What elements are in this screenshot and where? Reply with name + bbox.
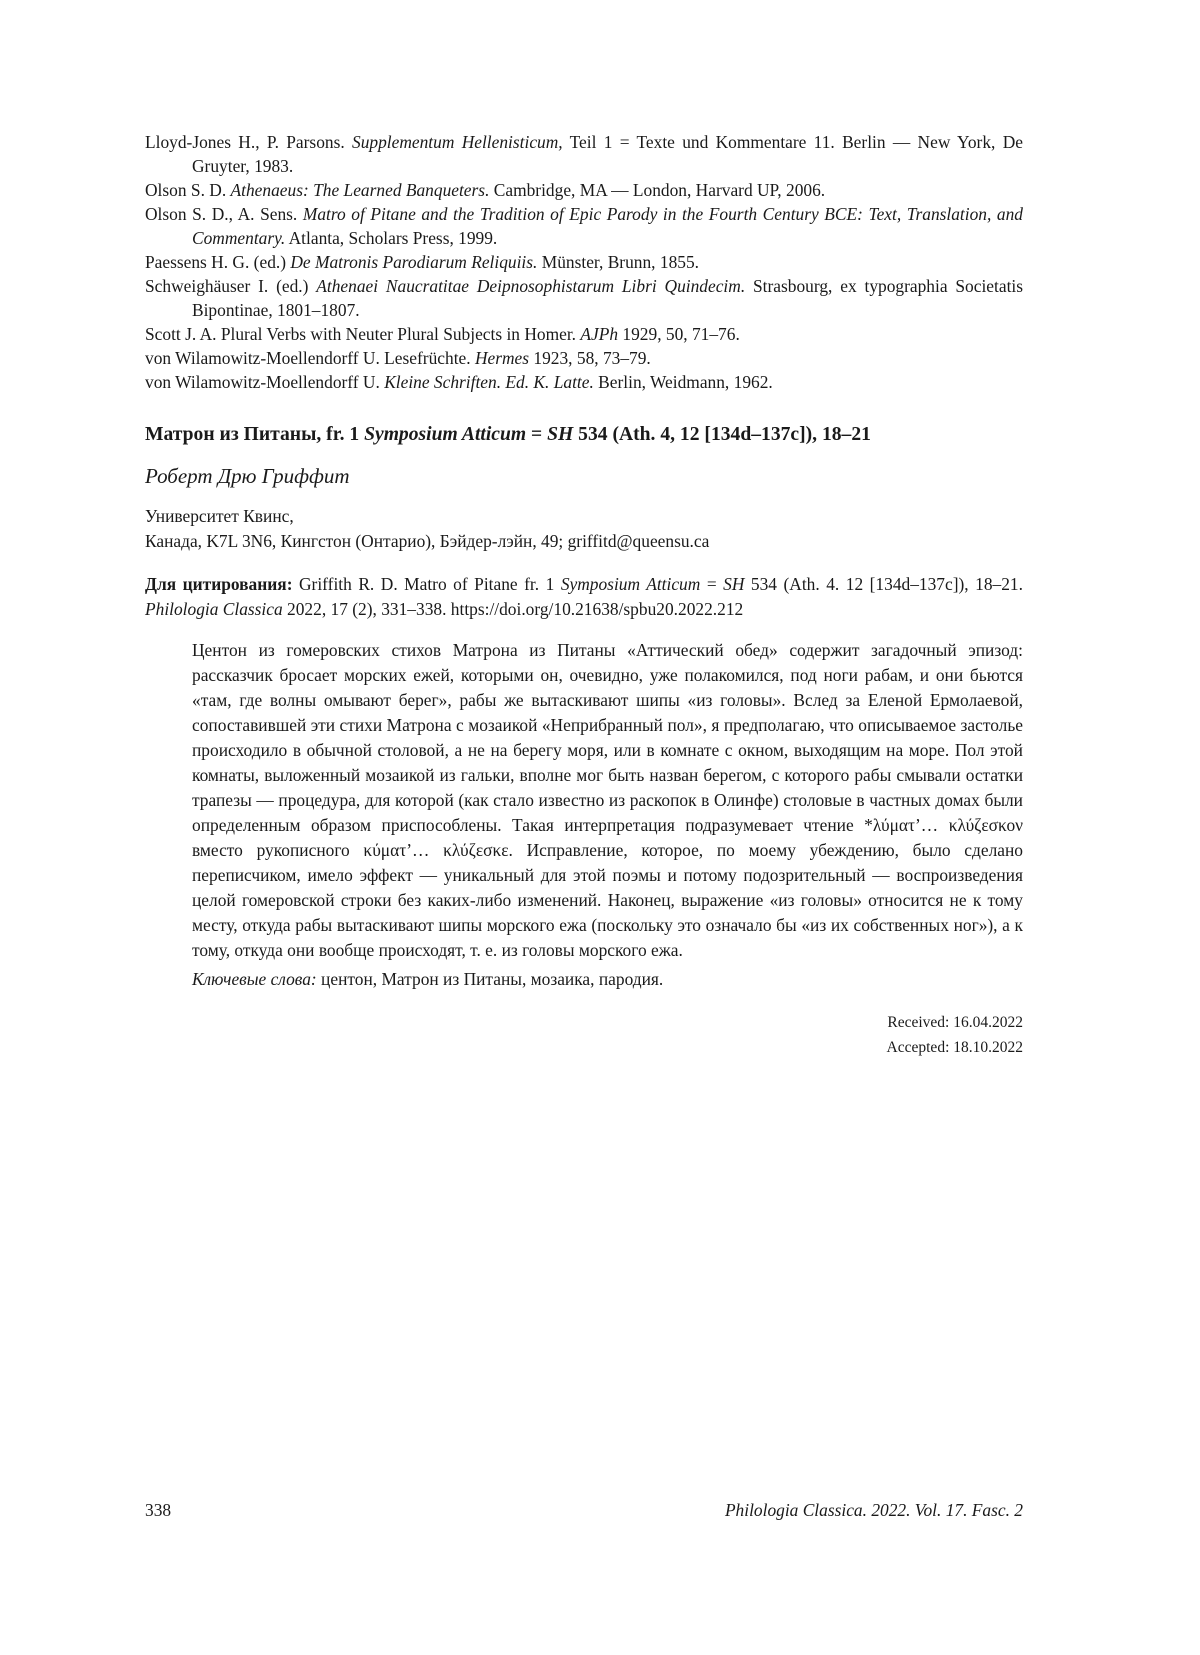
page-footer xyxy=(145,1500,1023,1521)
article-title: Матрон из Питаны, fr. 1 Symposium Atticum = SH 534 (Ath. 4, 12 [134d–137c]), 18–21 xyxy=(145,424,871,445)
article-dates xyxy=(145,1010,1023,1060)
keywords: Ключевые слова: центон, Матрон из Питаны, мозаика, пародия. xyxy=(192,969,664,989)
author-affiliation xyxy=(145,504,1023,554)
citation: Для цитирования: Griffith R. D. Matro of Pitane fr. 1 Symposium Atticum = SH 534 (Ath. 4. 12 [134d–137c]), 18–21. Philologia Classica 2022, 17 (2), 331–338. https://doi.org/10.21638/spbu20.2022.212 xyxy=(145,574,1023,619)
reference-item: Olson S. D., A. Sens. Matro of Pitane and the Tradition of Epic Parody in the Fourth Century BCE: Text, Translation, and Commentary. Atlanta, Scholars Press, 1999. xyxy=(145,204,1024,248)
accepted-date: Accepted: 18.10.2022 xyxy=(886,1039,1023,1056)
reference-item: Lloyd-Jones H., P. Parsons. Supplementum Hellenisticum, Teil 1 = Texte und Kommentare 11. Berlin — New York, De Gruyter, 1983. xyxy=(145,132,1023,176)
reference-item: Schweighäuser I. (ed.) Athenaei Naucratitae Deipnosophistarum Libri Quindecim. Strasbourg, ex typographia Societatis Bipontinae, 1801–1807. xyxy=(145,276,1024,320)
reference-item: von Wilamowitz-Moellendorff U. Kleine Schriften. Ed. K. Latte. Berlin, Weidmann, 1962. xyxy=(145,372,773,392)
abstract: Центон из гомеровских стихов Матрона из Питаны «Аттический обед» содержит загадочный эпизод: рассказчик бросает морских ежей, которыми он, очевидно, уже полакомился, под ноги рабам, и они бьются «там, где волны омывают берег», рабы же вытаскивают шипы «из головы». Вслед за Еленой Ермолаевой, сопоставившей эти стихи Матрона с мозаикой «Неприбранный пол», я предполагаю, что описываемое застолье происходило в обычной столовой, а не на берегу моря, или в комнате с окном, выходящим на море. Пол этой комнаты, выложенный мозаикой из гальки, вполне мог быть назван берегом, с которого рабы смывали остатки трапезы — процедура, для которой (как стало известно из раскопок в Олинфе) столовые в частных домах были определенным образом приспособлены. Такая интерпретация подразумевает чтение *λύματ’… κλύζεσκον вместо рукописного κύματ’… κλύζεσκε. Исправление, которое, по моему убеждению, было сделано переписчиком, имело эффект — уникальный для этой поэмы и потому подозрительный — воспроизведения целой гомеровской строки без каких-либо изменений. Наконец, выражение «из головы» относится не к тому месту, откуда рабы вытаскивают шипы морского ежа (поскольку это означало бы «из их собственных ног»), а к тому, откуда они вообще происходят, т. е. из головы морского ежа. xyxy=(192,640,1023,960)
page-content xyxy=(145,130,1023,1060)
page-number: 338 xyxy=(145,1500,172,1520)
journal-name: Philologia Classica. 2022. Vol. 17. Fasc. 2 xyxy=(724,1500,1023,1520)
article-author: Роберт Дрю Гриффит xyxy=(145,464,350,488)
reference-item: von Wilamowitz-Moellendorff U. Lesefrüchte. Hermes 1923, 58, 73–79. xyxy=(145,348,651,368)
citation-label: Для цитирования: xyxy=(145,574,293,594)
reference-list xyxy=(145,130,1023,394)
affiliation-address: Канада, K7L 3N6, Кингстон (Онтарио), Бэйдер-лэйн, 49; griffitd@queensu.ca xyxy=(145,531,710,551)
reference-item: Paessens H. G. (ed.) De Matronis Parodiarum Reliquiis. Münster, Brunn, 1855. xyxy=(145,252,700,272)
affiliation-line: Университет Квинс, xyxy=(145,506,294,526)
received-date: Received: 16.04.2022 xyxy=(887,1014,1023,1031)
reference-item: Olson S. D. Athenaeus: The Learned Banqueters. Cambridge, MA — London, Harvard UP, 2006. xyxy=(145,180,826,200)
keywords-label: Ключевые слова: xyxy=(192,969,317,989)
reference-item: Scott J. A. Plural Verbs with Neuter Plural Subjects in Homer. AJPh 1929, 50, 71–76. xyxy=(145,324,740,344)
